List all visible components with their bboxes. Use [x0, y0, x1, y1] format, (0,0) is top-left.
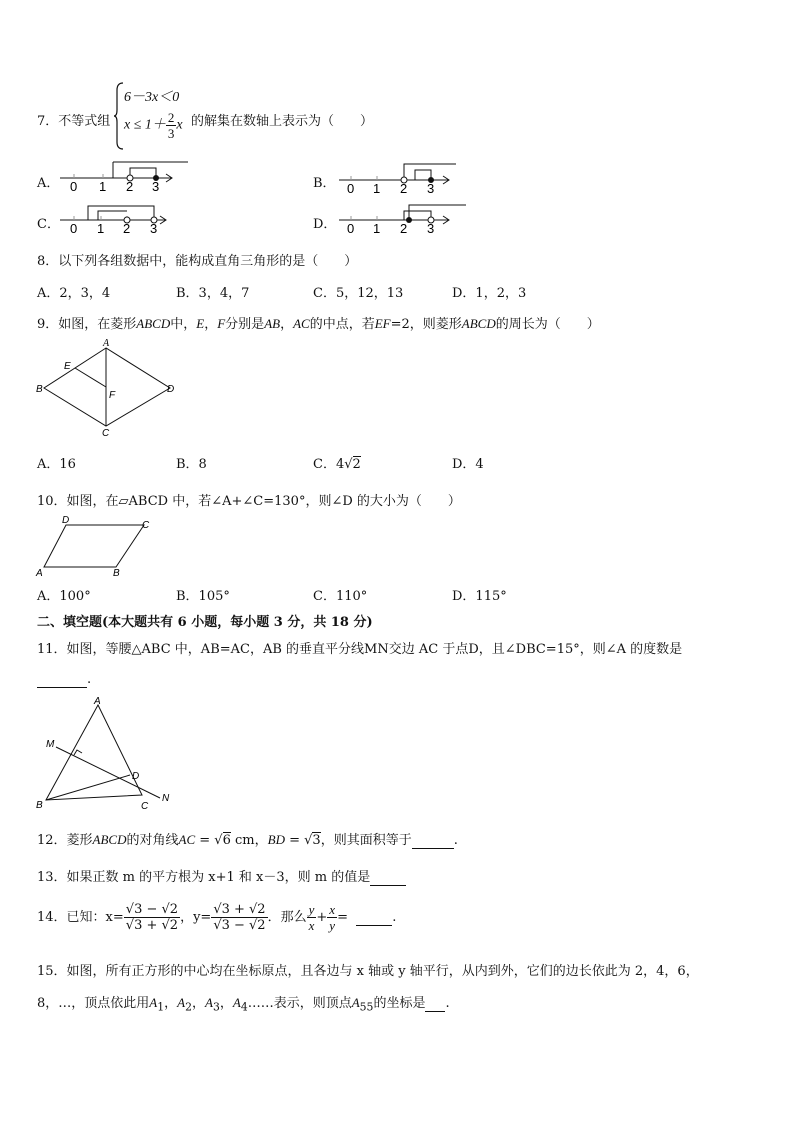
q9-text-c: 分别是: [225, 317, 265, 332]
q14-text-a: 14．已知：x=: [37, 910, 124, 925]
q9-option-c[interactable]: [313, 453, 361, 472]
q10-text: 10．如图，在▱ABCD 中，若∠A+∠C=130°，则∠D 的大小为（ ）: [37, 494, 461, 509]
q7-stem: [37, 110, 110, 129]
q14-text: [37, 902, 396, 933]
q7-c-tick-3: 3: [150, 221, 158, 236]
q7-b-tick-2: 2: [400, 181, 408, 196]
q9-ef: EF: [374, 316, 391, 331]
q7-c-tick-0: 0: [70, 221, 78, 236]
q14-y-num: √3 + √2: [213, 902, 266, 917]
q14-end: .: [392, 910, 397, 925]
q9-rhombus-figure: [34, 338, 184, 438]
q11-answer-line[interactable]: [37, 672, 91, 688]
q9-label-b: B: [36, 384, 43, 395]
q7-frac-den: 3: [167, 126, 175, 141]
q15-line2-c: 的坐标是: [373, 996, 426, 1011]
q14-x-fraction: [124, 902, 180, 933]
q12-unit: cm，: [230, 833, 268, 848]
q11-triangle-figure: [34, 695, 184, 815]
q12-radicand-2: 3: [312, 833, 321, 848]
q12-eq-2: = √: [284, 833, 313, 848]
q13-answer-blank[interactable]: [370, 870, 406, 886]
q15-answer-blank[interactable]: [425, 996, 445, 1012]
q8-option-b[interactable]: B．3，4，7: [176, 286, 250, 301]
q12-end: .: [453, 833, 458, 848]
q15-end: .: [445, 996, 450, 1011]
q7-b-tick-1: 1: [373, 181, 381, 196]
q14-eq: =: [337, 910, 348, 925]
q15-sub55: 55: [359, 1000, 374, 1014]
q8-text: 8．以下列各组数据中，能构成直角三角形的是（ ）: [37, 254, 358, 269]
q7-c-tick-1: 1: [97, 221, 105, 236]
q14-yx-fraction: [307, 902, 317, 933]
q10-option-d[interactable]: D．115°: [452, 589, 507, 604]
q9-label-f: F: [109, 390, 116, 401]
q7-brace: [114, 82, 124, 150]
q11-label-c: C: [141, 801, 149, 812]
q14-xy-fraction: [327, 902, 337, 933]
q7-a-tick-3: 3: [152, 179, 160, 194]
q14-x-den: √3 + √2: [125, 918, 179, 933]
q9-label-e: E: [64, 361, 71, 372]
q9-ac: AC: [293, 316, 310, 331]
q9-comma: ，: [204, 317, 218, 332]
q15-line-1: 15．如图，所有正方形的中心均在坐标原点，且各边与 x 轴或 y 轴平行，从内到外，它们的边长依此为 2，4，6，: [37, 964, 699, 979]
q7-d-tick-2: 2: [400, 221, 408, 236]
q11-label-n: N: [162, 793, 170, 804]
q9-option-c-text: C．4: [313, 457, 345, 472]
q7-b-tick-0: 0: [347, 181, 355, 196]
q8-option-a[interactable]: A．2，3，4: [37, 286, 111, 301]
q9-text-a: 9．如图，在菱形: [37, 317, 137, 332]
q7-option-d-numberline[interactable]: [333, 202, 471, 236]
q9-option-c-radicand: 2: [352, 457, 361, 472]
q12-text-c: ，则其面积等于: [320, 833, 412, 848]
q9-option-b[interactable]: B．8: [176, 457, 207, 472]
q7-option-d-label[interactable]: D．: [313, 217, 337, 232]
q11-label-b: B: [36, 800, 43, 811]
q7-a-tick-2: 2: [126, 179, 134, 194]
q10-option-b[interactable]: B．105°: [176, 589, 230, 604]
q8-option-d[interactable]: D．1，2，3: [452, 286, 527, 301]
q11-label-a: A: [94, 696, 101, 707]
q7-option-b-label[interactable]: B．: [313, 176, 336, 191]
q8-option-c[interactable]: C．5，12，13: [313, 286, 404, 301]
q10-option-a[interactable]: A．100°: [37, 589, 91, 604]
q9-f: F: [217, 316, 226, 331]
q9-text-d: 的中点，若: [309, 317, 375, 332]
q9-text: [37, 313, 600, 332]
q9-label-c: C: [102, 428, 110, 438]
q12-ac: AC: [178, 832, 196, 847]
q14-f1-num: y: [308, 902, 315, 917]
q14-text-b: ，y=: [180, 910, 212, 925]
q7-option-a-numberline[interactable]: [58, 158, 190, 194]
q11-end: .: [87, 672, 92, 687]
q10-option-c[interactable]: C．110°: [313, 589, 368, 604]
q10-label-a: A: [36, 568, 43, 579]
q14-answer-blank[interactable]: [356, 910, 392, 926]
sqrt-icon: √: [344, 457, 353, 472]
q15-line-2: 8，…，顶点依此用$A_1$，$A_2$，$A_3$，$A_4\dots\dots$表示，则顶点$A_{55}$的坐标是 .: [37, 995, 450, 1014]
q7-fraction: [166, 110, 177, 141]
q14-x-num: √3 − √2: [125, 902, 179, 917]
q7-c-tick-2: 2: [123, 221, 131, 236]
q7-d-tick-1: 1: [373, 221, 381, 236]
q7-option-a-label[interactable]: A．: [37, 176, 60, 191]
q10-label-b: B: [113, 568, 120, 579]
q7-stem-text: 不等式组: [58, 114, 111, 129]
q9-label-d: D: [167, 384, 175, 395]
q13-text: [37, 866, 406, 886]
q9-ab: AB: [264, 316, 281, 331]
q7-number: 7．: [37, 114, 59, 129]
section-2-title: 二、填空题(本大题共有 6 小题，每小题 3 分，共 18 分): [37, 615, 373, 630]
q7-option-b-numberline[interactable]: [333, 162, 463, 196]
q7-ineq2-var: x: [176, 117, 183, 133]
q7-a-tick-0: 0: [70, 179, 78, 194]
q11-text: 11．如图，等腰△ABC 中，AB=AC，AB 的垂直平分线MN交边 AC 于点D，且∠DBC=15°，则∠A 的度数是: [37, 642, 683, 657]
q7-option-c-numberline[interactable]: [58, 202, 178, 236]
q14-f1-den: x: [308, 918, 315, 933]
q12-radicand-1: 6: [222, 833, 231, 848]
q7-b-tick-3: 3: [427, 181, 435, 196]
q10-label-d: D: [62, 515, 70, 526]
q7-ineq2-left: x ≤ 1＋: [124, 117, 166, 133]
q12-text-a: 12．菱形: [37, 833, 93, 848]
q13-text-content: 13．如果正数 m 的平方根为 x+1 和 x－3，则 m 的值是: [37, 870, 371, 885]
q9-text-f: 的周长为（ ）: [495, 317, 600, 332]
q7-inequality-1: 6－3x＜0: [124, 90, 180, 105]
q12-eq: = √: [195, 833, 223, 848]
q9-option-d[interactable]: D．4: [452, 457, 484, 472]
q10-label-c: C: [142, 520, 150, 531]
q11-label-d: D: [132, 771, 140, 782]
q11-label-m: M: [46, 739, 55, 750]
q9-label-a: A: [103, 338, 110, 349]
q10-parallelogram-figure: [34, 513, 164, 579]
q15-line2-b: 表示，则顶点: [273, 996, 352, 1011]
q14-text-c: ．那么: [267, 910, 307, 925]
q12-text-b: 的对角线: [126, 833, 179, 848]
q12-answer-blank[interactable]: [412, 833, 454, 849]
q7-frac-num: 2: [167, 110, 175, 125]
q9-text-b: 中，: [170, 317, 197, 332]
q7-option-c-label[interactable]: C．: [37, 217, 60, 232]
q7-d-tick-0: 0: [347, 221, 355, 236]
q14-f2-den: y: [329, 918, 336, 933]
q7-a-tick-1: 1: [99, 179, 107, 194]
q15-a55: A: [351, 995, 360, 1010]
q14-y-fraction: [211, 902, 267, 933]
q15-line2-a: 8，…，顶点依此用: [37, 996, 150, 1011]
q9-comma-2: ，: [280, 317, 294, 332]
q9-option-a[interactable]: A．16: [37, 457, 76, 472]
q12-text: [37, 829, 458, 849]
q9-text-e: =2，则菱形: [390, 317, 462, 332]
q9-e: E: [196, 316, 205, 331]
q14-plus: +: [316, 910, 328, 925]
q12-abcd: ABCD: [92, 832, 127, 847]
q14-f2-num: x: [329, 902, 336, 917]
q7-inequality-2: [124, 110, 183, 141]
q9-abcd: ABCD: [136, 316, 171, 331]
q7-d-tick-3: 3: [427, 221, 435, 236]
q14-y-den: √3 − √2: [213, 918, 266, 933]
q7-tail: 的解集在数轴上表示为（ ）: [191, 114, 374, 129]
q12-bd: BD: [267, 832, 285, 847]
q9-abcd-2: ABCD: [461, 316, 496, 331]
